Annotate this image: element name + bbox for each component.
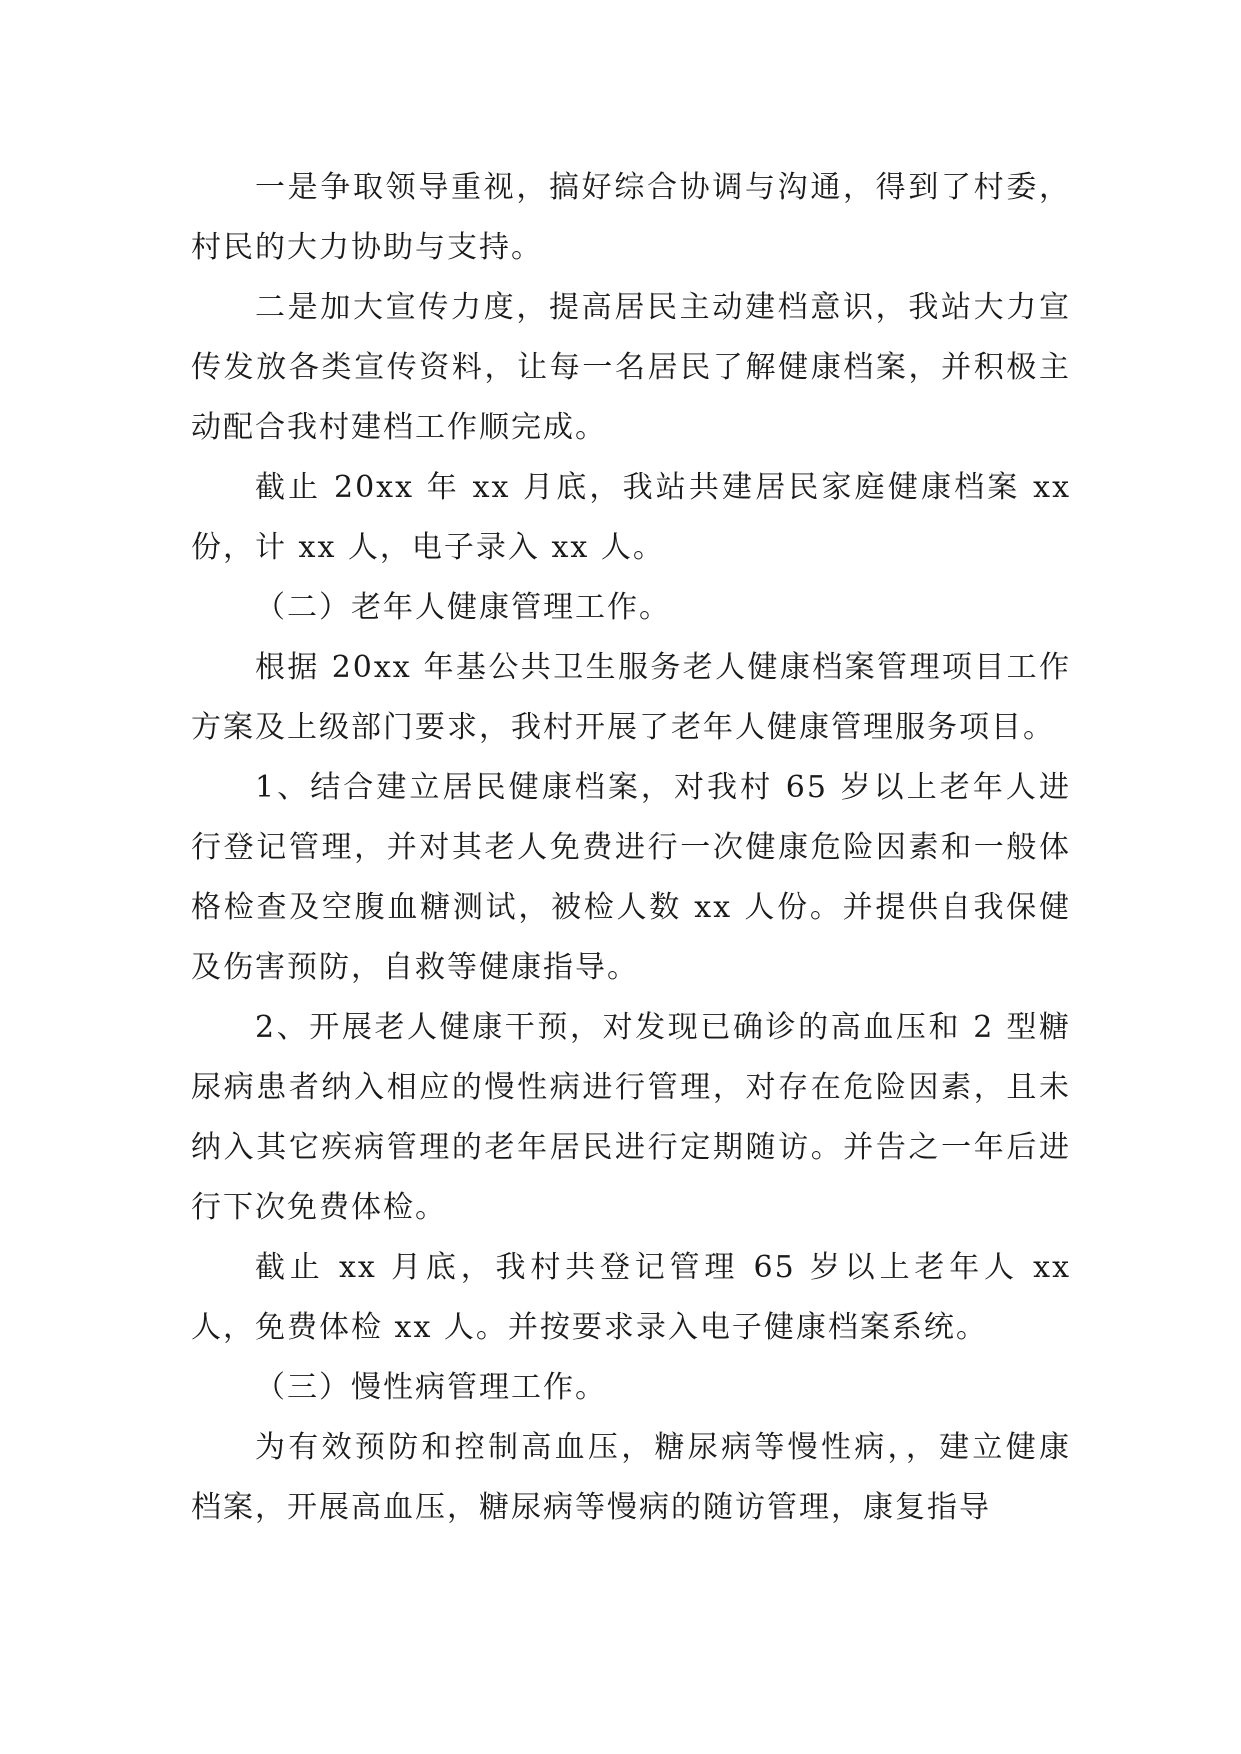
section-heading-3: （三）慢性病管理工作。 — [255, 1370, 607, 1405]
paragraph-3: 截止 20xx 年 xx 月底，我站共建居民家庭健康档案 xx 份，计 xx 人，电子录入 xx 人。 — [191, 470, 1071, 565]
paragraph-5: 1、结合建立居民健康档案，对我村 65 岁以上老年人进行登记管理，并对其老人免费进行一次健康危险因素和一般体格检查及空腹血糖测试，被检人数 xx 人份。并提供自我保健及伤害预防，自救等健康指导。 — [191, 770, 1071, 985]
paragraph-8: 为有效预防和控制高血压，糖尿病等慢性病，，建立健康档案，开展高血压，糖尿病等慢病的随访管理，康复指导 — [191, 1430, 1071, 1525]
paragraph-7: 截止 xx 月底，我村共登记管理 65 岁以上老年人 xx 人，免费体检 xx 人。并按要求录入电子健康档案系统。 — [191, 1250, 1071, 1345]
paragraph-2: 二是加大宣传力度，提高居民主动建档意识，我站大力宣传发放各类宣传资料，让每一名居民了解健康档案，并积极主动配合我村建档工作顺完成。 — [191, 290, 1071, 445]
document-body — [191, 158, 1071, 1538]
section-heading-2: （二）老年人健康管理工作。 — [255, 590, 671, 625]
paragraph-1: 一是争取领导重视，搞好综合协调与沟通，得到了村委，村民的大力协助与支持。 — [191, 170, 1071, 265]
paragraph-6: 2、开展老人健康干预，对发现已确诊的高血压和 2 型糖尿病患者纳入相应的慢性病进行管理，对存在危险因素，且未纳入其它疾病管理的老年居民进行定期随访。并告之一年后进行下次免费体检。 — [191, 1010, 1071, 1225]
paragraph-4: 根据 20xx 年基公共卫生服务老人健康档案管理项目工作方案及上级部门要求，我村开展了老年人健康管理服务项目。 — [191, 650, 1071, 745]
